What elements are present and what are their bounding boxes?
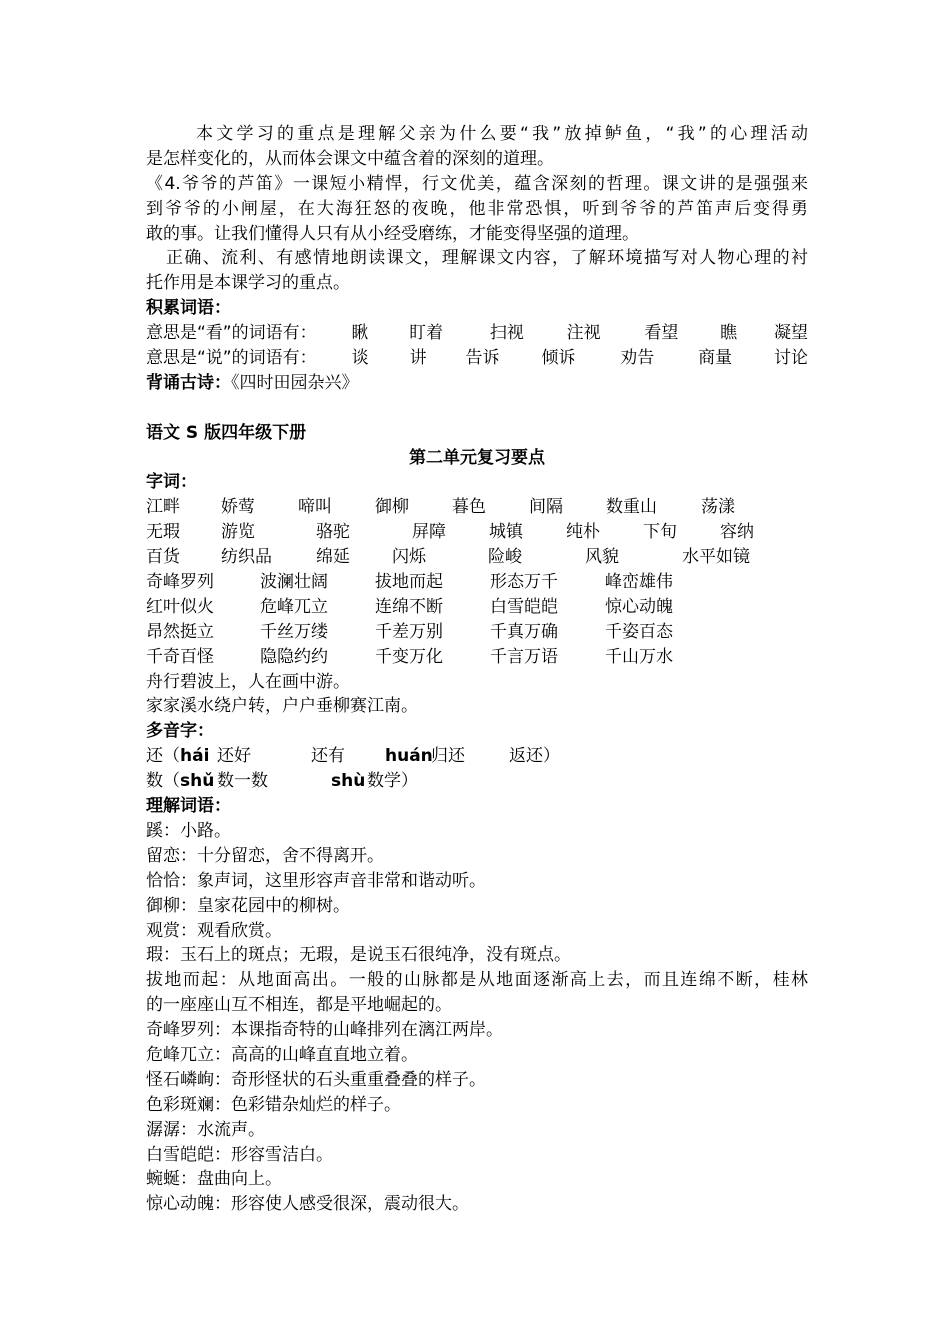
definition-line: 奇峰罗列：本课指奇特的山峰排列在漓江两岸。 — [146, 1020, 503, 1041]
understand-heading: 理解词语： — [146, 796, 231, 817]
polyphone-word: 还有 — [311, 746, 345, 767]
vocab-word: 千真万确 — [490, 621, 558, 642]
definition-line: 拔地而起：从地面高出。一般的山脉都是从地面逐渐高上去，而且连绵不断，桂林 — [146, 970, 808, 991]
vocab-word: 御柳 — [375, 497, 409, 518]
vocab-word: 连绵不断 — [375, 596, 443, 617]
look-word: 看望 — [644, 323, 679, 344]
vocab-word: 千言万语 — [490, 646, 558, 667]
vocab-word: 千变万化 — [375, 646, 443, 667]
vocab-word: 波澜壮阔 — [260, 572, 328, 593]
intro-paragraph-1-line-2: 是怎样变化的，从而体会课文中蕴含着的深刻的道理。 — [146, 148, 554, 169]
definition-line: 蹊：小路。 — [146, 820, 231, 841]
pinyin: huán — [385, 746, 433, 767]
vocab-word: 千山万水 — [605, 646, 673, 667]
vocab-word: 形态万千 — [490, 572, 558, 593]
definition-line: 潺潺：水流声。 — [146, 1119, 265, 1140]
look-word: 注视 — [566, 323, 601, 344]
definition-line: 危峰兀立：高高的山峰直直地立着。 — [146, 1044, 418, 1065]
poem-title: 《四时田园杂兴》 — [231, 372, 359, 393]
intro-paragraph-2-line-1: 《4.爷爷的芦笛》一课短小精悍，行文优美，蕴含深刻的哲理。课文讲的是强强来 — [146, 173, 808, 194]
vocab-word: 百货 — [146, 547, 180, 568]
vocab-word: 千奇百怪 — [146, 646, 214, 667]
blank-line — [146, 396, 808, 421]
vocab-word: 啼叫 — [298, 497, 332, 518]
vocab-word: 千丝万缕 — [260, 621, 328, 642]
vocab-word: 城镇 — [489, 522, 523, 543]
vocab-word: 隐隐约约 — [260, 646, 328, 667]
say-word: 告诉 — [465, 348, 500, 369]
polyphone-word: 归还 — [431, 746, 465, 767]
vocab-word: 红叶似火 — [146, 596, 214, 617]
look-word: 瞧 — [720, 323, 738, 344]
look-words-row — [146, 321, 808, 346]
vocab-word: 间隔 — [529, 497, 563, 518]
polyphone-heading: 多音字： — [146, 721, 214, 742]
vocab-word: 惊心动魄 — [605, 596, 673, 617]
vocab-row — [146, 520, 808, 545]
intro-paragraph-2-line-2: 到爷爷的小闸屋，在大海狂怒的夜晚，他非常恐惧，听到爷爷的芦笛声后变得勇 — [146, 198, 808, 219]
vocab-word: 荡漾 — [701, 497, 735, 518]
verse-line: 家家溪水绕户转，户户垂柳赛江南。 — [146, 696, 418, 717]
look-prefix: 意思是“看”的词语有： — [146, 323, 317, 344]
document-page — [146, 122, 808, 1217]
vocab-word: 峰峦雄伟 — [605, 572, 673, 593]
definition-line: 蜿蜒：盘曲向上。 — [146, 1169, 282, 1190]
polyphone-word: 还好 — [217, 746, 251, 767]
look-word: 盯着 — [409, 323, 444, 344]
vocab-word: 无瑕 — [146, 522, 180, 543]
vocab-row — [146, 645, 808, 670]
vocab-word: 拔地而起 — [375, 572, 443, 593]
vocab-row — [146, 545, 808, 570]
vocab-word: 骆驼 — [316, 522, 350, 543]
vocab-word: 千姿百态 — [605, 621, 673, 642]
vocab-word: 屏障 — [412, 522, 446, 543]
pinyin: hái — [180, 746, 210, 767]
vocab-word: 闪烁 — [392, 547, 426, 568]
vocab-word: 奇峰罗列 — [146, 572, 214, 593]
vocab-word: 纺织品 — [221, 547, 272, 568]
accumulate-heading: 积累词语： — [146, 298, 231, 319]
polyphone-word: 返还） — [509, 746, 560, 767]
say-word: 劝告 — [620, 348, 655, 369]
pinyin: shù — [331, 771, 366, 792]
poem-line — [146, 371, 808, 396]
vocab-word: 暮色 — [452, 497, 486, 518]
polyphone-word: 数一数 — [217, 771, 268, 792]
vocab-row — [146, 570, 808, 595]
polyphone-word: 数学） — [367, 771, 418, 792]
look-word: 瞅 — [351, 323, 369, 344]
vocab-word: 下旬 — [643, 522, 677, 543]
verse-line: 舟行碧波上，人在画中游。 — [146, 671, 350, 692]
look-word: 凝望 — [774, 323, 808, 344]
vocab-word: 白雪皑皑 — [490, 596, 558, 617]
vocab-word: 游览 — [221, 522, 255, 543]
vocab-word: 风貌 — [585, 547, 619, 568]
vocab-heading: 字词： — [146, 472, 197, 493]
say-word: 谈 — [351, 348, 369, 369]
polyphone-char: 还（ — [146, 746, 180, 767]
intro-paragraph-3-line-2: 托作用是本课学习的重点。 — [146, 273, 350, 294]
say-words-row — [146, 346, 808, 371]
definition-line: 白雪皑皑：形容雪洁白。 — [146, 1144, 333, 1165]
vocab-word: 娇莺 — [221, 497, 255, 518]
look-word: 扫视 — [489, 323, 524, 344]
definition-line: 色彩斑斓：色彩错杂灿烂的样子。 — [146, 1094, 401, 1115]
vocab-word: 绵延 — [316, 547, 350, 568]
definition-line: 留恋：十分留恋，舍不得离开。 — [146, 845, 384, 866]
definition-line: 御柳：皇家花园中的柳树。 — [146, 895, 350, 916]
vocab-word: 昂然挺立 — [146, 621, 214, 642]
polyphone-char: 数（ — [146, 771, 180, 792]
say-word: 讲 — [409, 348, 427, 369]
definition-line: 恰恰：象声词，这里形容声音非常和谐动听。 — [146, 870, 486, 891]
vocab-row — [146, 620, 808, 645]
polyphone-row-shu — [146, 769, 808, 794]
say-word: 讨论 — [773, 348, 808, 369]
vocab-word: 险峻 — [488, 547, 522, 568]
vocab-word: 纯朴 — [566, 522, 600, 543]
vocab-word: 水平如镜 — [682, 547, 750, 568]
vocab-word: 千差万别 — [375, 621, 443, 642]
vocab-row — [146, 495, 808, 520]
say-word: 商量 — [698, 348, 733, 369]
vocab-word: 容纳 — [720, 522, 754, 543]
definition-line: 观赏：观看欣赏。 — [146, 920, 282, 941]
unit-title: 第二单元复习要点 — [409, 447, 545, 468]
intro-paragraph-2-line-3: 敢的事。让我们懂得人只有从小经受磨练，才能变得坚强的道理。 — [146, 223, 639, 244]
say-word: 倾诉 — [541, 348, 576, 369]
definition-line: 瑕：玉石上的斑点；无瑕，是说玉石很纯净，没有斑点。 — [146, 945, 571, 966]
intro-paragraph-3-line-1: 正确、流利、有感情地朗读课文，理解课文内容，了解环境描写对人物心理的衬 — [166, 248, 808, 269]
book-title: 语文 S 版四年级下册 — [146, 422, 307, 443]
vocab-word: 数重山 — [606, 497, 657, 518]
vocab-word: 危峰兀立 — [260, 596, 328, 617]
vocab-word: 江畔 — [146, 497, 180, 518]
vocab-row — [146, 595, 808, 620]
definition-line: 怪石嶙峋：奇形怪状的石头重重叠叠的样子。 — [146, 1069, 486, 1090]
definition-line: 的一座座山互不相连，都是平地崛起的。 — [146, 995, 452, 1016]
say-prefix: 意思是“说”的词语有： — [146, 348, 317, 369]
intro-paragraph-1-line-1: 本文学习的重点是理解父亲为什么要“我”放掉鲈鱼，“我”的心理活动 — [196, 124, 808, 144]
poem-label: 背诵古诗： — [146, 372, 231, 393]
definition-line: 惊心动魄：形容使人感受很深，震动很大。 — [146, 1194, 469, 1215]
pinyin: shǔ — [180, 771, 215, 792]
polyphone-row-hai — [146, 744, 808, 769]
